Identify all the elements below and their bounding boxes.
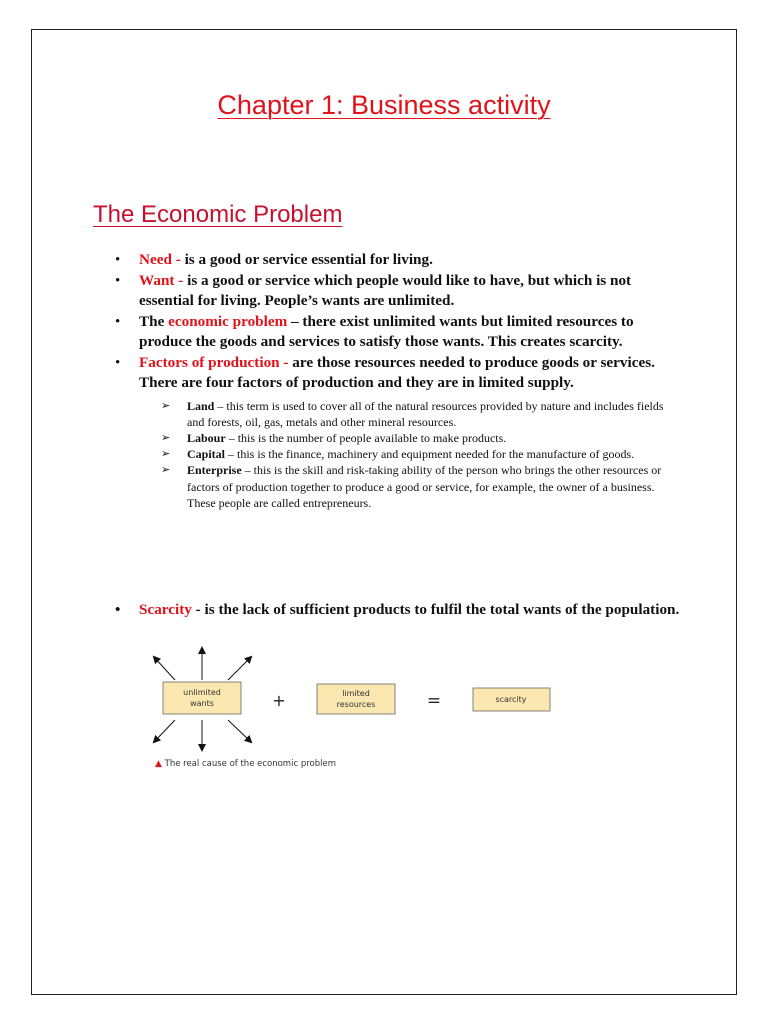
list-item-want: [113, 271, 673, 312]
separator: -: [171, 251, 185, 268]
factor-labour: [161, 430, 673, 446]
equals-sign: =: [426, 691, 442, 711]
caption-text: The real cause of the economic problem: [164, 759, 336, 769]
definition-want: is a good or service which people would like to have, but which is not essential for living. People’s wants are unlimited.: [139, 271, 632, 309]
page-border: [31, 29, 737, 995]
definition-scarcity: - is the lack of sufficient products to fulfil the total wants of the population.: [191, 601, 680, 618]
arrow-up-right: [228, 657, 251, 680]
separator: –: [287, 312, 303, 330]
box1-line1: unlimited: [183, 688, 221, 697]
diagram-caption: [155, 759, 336, 769]
factor-term: Capital: [187, 447, 226, 462]
chapter-title: Chapter 1: Business activity: [217, 90, 551, 120]
box1-line2: wants: [190, 699, 214, 708]
section-title: The Economic Problem: [93, 201, 343, 228]
definition-factors: are those resources needed to produce goods or services. There are four factors of production and they are in limited supply.: [139, 353, 655, 391]
prefix: The: [139, 312, 169, 330]
box2-line1: limited: [342, 689, 370, 698]
factor-term: Labour: [187, 430, 226, 445]
factor-text: – this is the skill and risk-taking ability of the person who brings the other resources or factors of production together to produce a good or service, for example, the owner of a business. These people are called entrepreneurs.: [187, 463, 662, 510]
definition-economic-problem: there exist unlimited wants but limited resources to produce the goods and services to satisfy those wants. This creates scarcity.: [139, 312, 634, 350]
separator: -: [174, 271, 188, 289]
list-item-factors: [113, 353, 673, 511]
factor-term: Enterprise: [187, 463, 242, 478]
factor-enterprise: [161, 462, 673, 511]
factor-text: – this is the number of people available to make products.: [225, 430, 507, 445]
box3-label: scarcity: [495, 695, 527, 704]
factor-land: [161, 398, 673, 430]
definition-need: is a good or service essential for living.: [184, 251, 433, 268]
term-economic-problem: economic problem: [168, 312, 288, 330]
term-factors-of-production: Factors of production: [139, 353, 280, 371]
term-need: Need: [139, 251, 172, 268]
definitions-list: [113, 250, 673, 511]
term-want: Want: [139, 271, 175, 289]
separator: -: [279, 353, 293, 371]
arrow-down-left: [154, 720, 175, 742]
list-item-economic-problem: [113, 312, 673, 353]
factors-list: [139, 398, 673, 511]
term-scarcity: Scarcity: [139, 601, 192, 618]
plus-sign: +: [272, 691, 286, 710]
arrow-up-left: [154, 657, 175, 680]
box2-line2: resources: [336, 700, 376, 709]
list-item-scarcity: [113, 600, 693, 621]
factor-term: Land: [187, 398, 215, 413]
triangle-icon: ▲: [155, 759, 162, 769]
factor-capital: [161, 446, 673, 462]
factor-text: – this is the finance, machinery and equipment needed for the manufacture of goods.: [225, 447, 635, 462]
unlimited-wants-box: [163, 682, 241, 714]
factor-text: – this term is used to cover all of the natural resources provided by nature and includes fields and forests, oil, gas, metals and other mineral resources.: [187, 398, 664, 429]
scarcity-list: [113, 600, 693, 621]
list-item-need: [113, 250, 673, 271]
arrow-down-right: [228, 720, 251, 742]
